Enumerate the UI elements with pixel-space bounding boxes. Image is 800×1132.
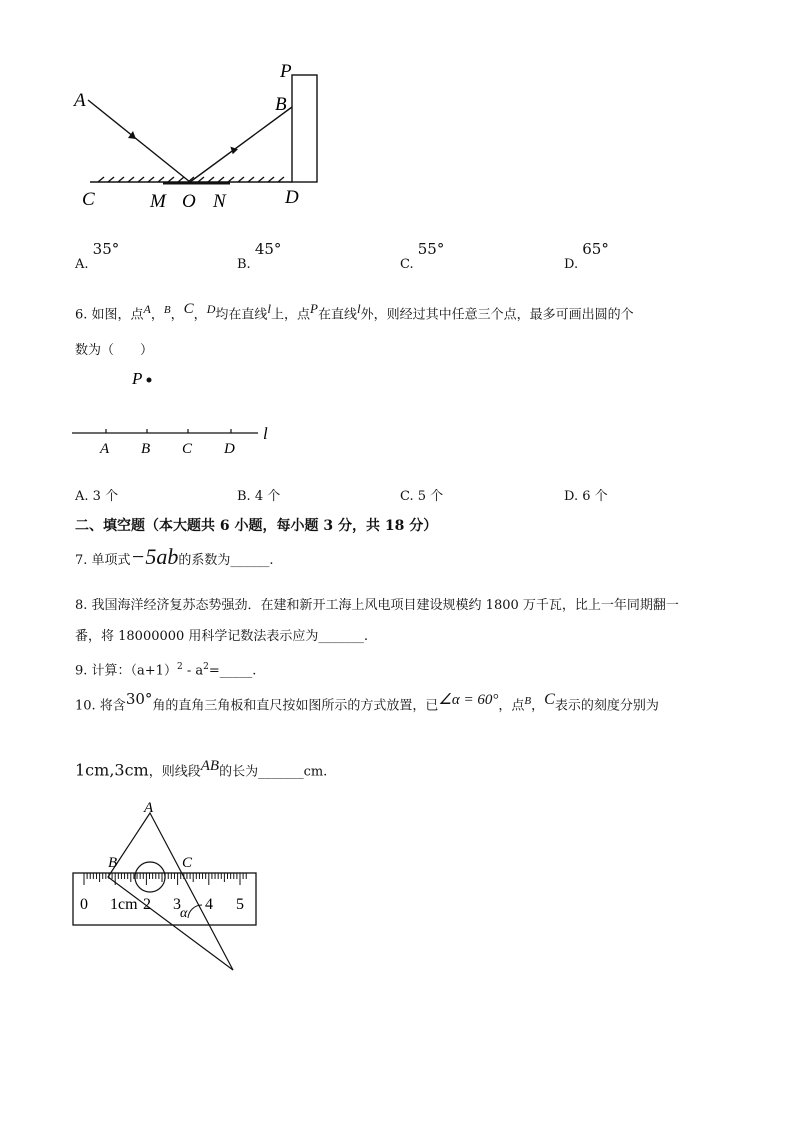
q9-question: 9. 计算：$(a+1)^2$ - $a^2=\_\_\_\_\_$.: [75, 662, 257, 679]
q10-question-line1: 10. 将含$^{30^\circ}$角的直角三角板和直尺按如图所示的方式放置，已$^{\angle\alpha = 60^\circ}$，点$^B$，$^C$表示的刻度分别为: [75, 690, 659, 714]
label-c: C: [82, 189, 95, 210]
q7-question: 7. 单项式−5ab的系数为______.: [75, 544, 274, 569]
q5-option-b: B. 45°: [237, 240, 282, 272]
point-p-label: P: [132, 369, 143, 388]
section-heading: 二、填空题（本大题共 6 小题，每小题 3 分，共 18 分）: [75, 518, 438, 534]
label-o: O: [182, 191, 196, 212]
vertex-c-label: C: [182, 855, 193, 871]
q6-question-line2: 数为（ ）: [75, 343, 154, 358]
point-c-label: C: [182, 441, 193, 457]
label-a: A: [74, 90, 86, 111]
ruler-label-5: 5: [236, 896, 244, 913]
ruler-label-0: 0: [80, 896, 88, 913]
points-on-line-figure: [70, 365, 290, 465]
q6-option-c: C. 5 个: [400, 489, 444, 504]
point-p: [147, 378, 152, 383]
label-p: P: [280, 61, 292, 82]
q6-option-b: B. 4 个: [237, 489, 281, 504]
ruler-triangle-figure: [70, 795, 270, 975]
label-d: D: [285, 187, 299, 208]
label-n: N: [213, 191, 226, 212]
ruler-label-3: 3: [173, 896, 181, 913]
q8-question-line1: 8. 我国海洋经济复苏态势强劲．在建和新开工海上风电项目建设规模约 1800 万千瓦，比上一年同期翻一: [75, 598, 679, 613]
vertex-b-label: B: [108, 855, 118, 871]
q6-option-a: A. 3 个: [75, 489, 119, 504]
label-m: M: [150, 191, 166, 212]
point-b-label: B: [141, 441, 151, 457]
ruler-label-4: 4: [205, 896, 213, 913]
point-d-label: D: [224, 441, 235, 457]
q6-option-d: D. 6 个: [564, 489, 608, 504]
q6-question-line1: 6. 如图，点$^A$，$^B$，$^C$，$^D$均在直线$^l$上，点$^P$在直线$^l$外，则经过其中任意三个点，最多可画出圆的个: [75, 301, 634, 323]
line-l-label: l: [263, 424, 268, 443]
q8-question-line2: 番，将 18000000 用科学记数法表示应为_______.: [75, 629, 369, 644]
q5-option-d: D. 65°: [564, 240, 609, 272]
angle-alpha-label: α: [180, 906, 188, 921]
q10-question-line2: 1cm,3cm，则线段$^{AB}$的长为_______cm.: [75, 758, 328, 780]
q5-option-c: C. 55°: [400, 240, 445, 272]
label-b: B: [275, 94, 287, 115]
point-a-label: A: [100, 441, 110, 457]
q5-option-a: A. 35°: [75, 240, 120, 272]
reflection-figure: [70, 55, 330, 215]
vertex-a-label: A: [144, 800, 154, 816]
ruler-label-1: 1cm: [110, 896, 138, 913]
ruler-label-2: 2: [143, 896, 151, 913]
